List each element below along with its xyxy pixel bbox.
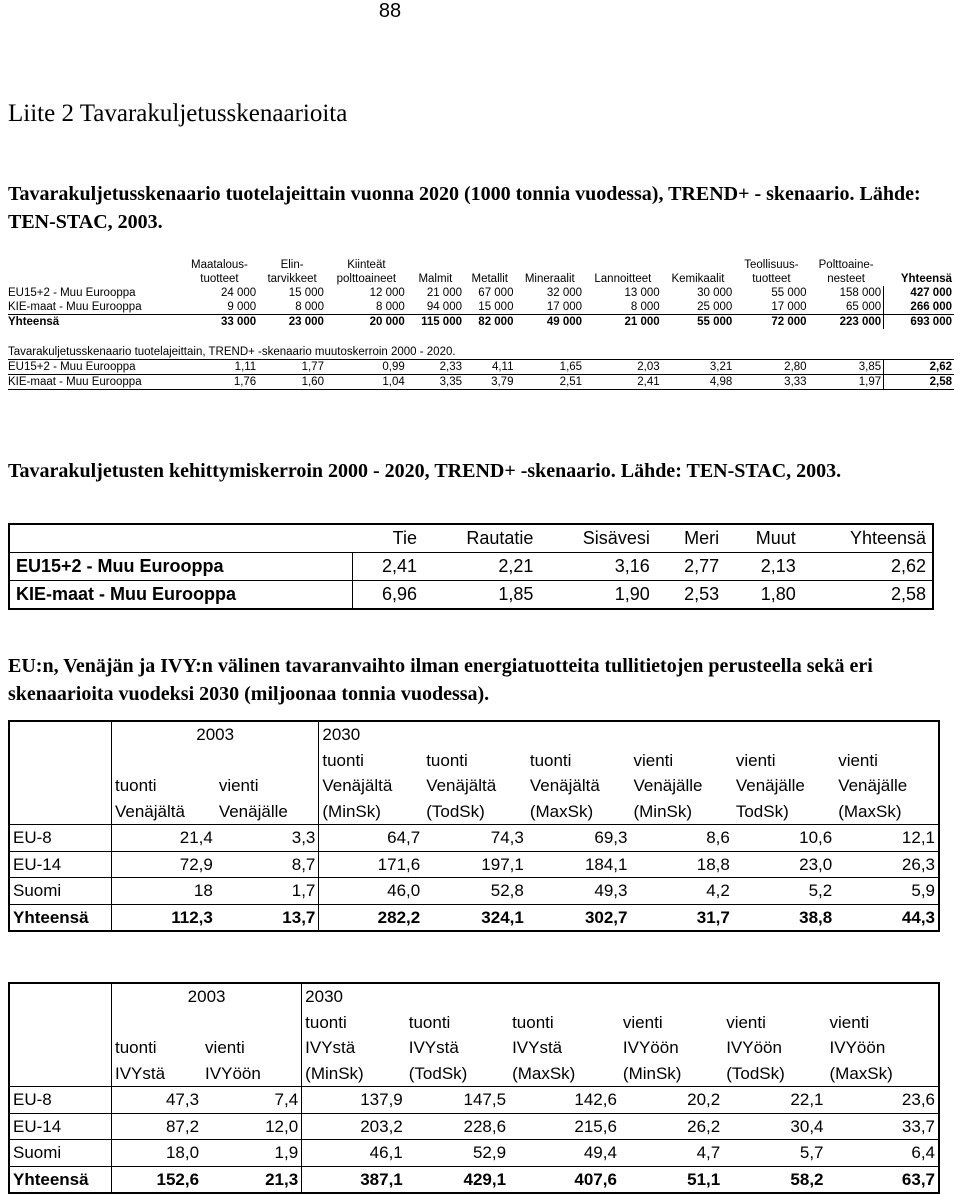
table-empty-cell (216, 748, 319, 774)
column-header (464, 258, 515, 272)
table-cell: 6,96 (381, 584, 417, 604)
column-header: Kemikaalit (671, 273, 725, 285)
table-corner-cell (9, 1061, 112, 1087)
row-label: EU15+2 - Muu Eurooppa (9, 553, 353, 581)
column-header: tuonti (529, 750, 572, 770)
table-row (9, 904, 939, 931)
table-cell: 24 000 (221, 287, 257, 299)
table-cell: 1,76 (181, 375, 259, 390)
table-cell: 282,2 (319, 904, 423, 931)
table-cell: 215,6 (509, 1113, 620, 1140)
table-row (9, 851, 939, 878)
table-cell: 23,6 (827, 1087, 939, 1114)
table-cell: 5,2 (733, 878, 835, 905)
table-row (9, 1140, 939, 1167)
table-cell: 44,3 (901, 907, 935, 927)
table-cell: 2,41 (584, 375, 662, 390)
table-cell: 47,3 (112, 1087, 203, 1114)
table-row (8, 300, 954, 315)
russia-trade-table (8, 720, 940, 932)
table-cell: 26,3 (835, 851, 939, 878)
table-cell: 8 000 (630, 301, 660, 313)
table-cell: 152,6 (156, 1169, 200, 1189)
table-header-row (9, 721, 939, 748)
table-cell: 8 000 (295, 301, 324, 313)
table-header-row (9, 773, 939, 799)
column-header: IVYstä (302, 1035, 406, 1061)
column-header: IVYöön (726, 1038, 782, 1057)
table-cell: 4,2 (630, 878, 732, 905)
table-cell: 3,21 (662, 360, 735, 375)
table-cell: 94 000 (426, 301, 462, 313)
table-cell: 46,0 (319, 878, 423, 905)
row-label: EU-14 (9, 851, 112, 878)
table-cell: 9 000 (227, 301, 257, 313)
table-cell: 12 000 (369, 287, 405, 299)
column-header: vienti (838, 750, 878, 770)
cis-trade-table (8, 982, 940, 1194)
table-cell: 18,8 (630, 851, 732, 878)
table-cell: 2,62 (884, 360, 954, 375)
table-cell: 7,4 (202, 1087, 302, 1114)
column-header: (MinSk) (319, 799, 423, 825)
table-cell: 17 000 (546, 301, 583, 313)
table-cell: 171,6 (319, 851, 423, 878)
table-cell: 4,11 (464, 360, 515, 375)
table-cell: 20 000 (326, 315, 407, 330)
table-cell: 22,1 (723, 1087, 826, 1114)
row-label: EU-8 (9, 1087, 112, 1114)
table-cell: 38,8 (799, 907, 833, 927)
table-cell: 49 000 (515, 315, 584, 330)
table-cell: 387,1 (302, 1166, 406, 1193)
column-header: vienti (633, 750, 674, 770)
table-cell: 1,9 (202, 1140, 302, 1167)
table-header-row (9, 748, 939, 774)
table-cell: 21,3 (265, 1169, 299, 1189)
table-cell: 15 000 (478, 301, 514, 313)
table-cell: 5,9 (835, 878, 939, 905)
table-cell: 1,04 (326, 375, 407, 390)
table-cell: 223 000 (809, 315, 884, 330)
column-header: vienti (218, 776, 259, 795)
development-factor-table (8, 523, 934, 610)
table-cell: 0,99 (326, 360, 407, 375)
table-cell: 8 000 (376, 301, 405, 313)
column-header: Meri (656, 524, 725, 553)
row-label: EU-8 (9, 825, 112, 852)
table-row (9, 1113, 939, 1140)
table-cell: 21,4 (112, 825, 216, 852)
table-cell: 21 000 (584, 315, 662, 330)
table-cell: 137,9 (302, 1087, 406, 1114)
column-header: Sisävesi (539, 524, 655, 553)
table-cell: 17 000 (771, 301, 807, 313)
column-header: Polttoaine- (818, 259, 874, 271)
table-corner-cell (9, 773, 112, 799)
table-cell: 266 000 (884, 300, 954, 315)
column-header: Mineraalit (524, 273, 575, 285)
table-cell: 142,6 (509, 1087, 620, 1114)
table-corner-cell (8, 258, 181, 272)
table-cell: 429,1 (463, 1169, 507, 1189)
table-cell: 30 000 (697, 287, 733, 299)
table-empty-cell (202, 1010, 302, 1036)
table-header-row (9, 983, 939, 1010)
scenario-table-by-product (8, 258, 954, 390)
column-header: Muut (725, 524, 802, 553)
table-row (8, 360, 954, 375)
table-header-row (9, 1035, 939, 1061)
table-cell: 3,16 (539, 553, 655, 581)
table-corner-cell (9, 799, 112, 825)
column-header: Venäjältä (319, 773, 423, 799)
column-header: (MinSk) (620, 1061, 723, 1087)
table-row (9, 825, 939, 852)
column-header: Malmit (418, 273, 453, 285)
column-header: IVYöön (622, 1038, 679, 1057)
column-header: Yhteensä (900, 273, 952, 285)
table-cell: 15 000 (288, 287, 324, 299)
column-header (884, 258, 954, 272)
table-cell: 26,2 (620, 1113, 723, 1140)
table-cell: 4,7 (620, 1140, 723, 1167)
table-cell: 33,7 (827, 1113, 939, 1140)
table-cell: 1,90 (614, 584, 650, 604)
table-cell: 82 000 (464, 315, 515, 330)
column-header: tuonti (319, 748, 423, 774)
row-label: KIE-maat - Muu Eurooppa (8, 375, 181, 390)
table-corner-cell (9, 748, 112, 774)
row-label: KIE-maat - Muu Eurooppa (8, 301, 142, 313)
table-header-row (8, 272, 954, 286)
table-row (8, 315, 954, 330)
column-header: Maatalous- (190, 259, 248, 271)
table-cell: 8,6 (630, 825, 732, 852)
section-heading-2: Tavarakuljetusten kehittymiskerroin 2000 - 2020, TREND+ -skenaario. Lähde: TEN-STAC, 2003. (8, 460, 842, 482)
table-cell: 324,1 (481, 907, 524, 927)
table-cell: 2,77 (656, 553, 725, 581)
table-cell: 67 000 (478, 287, 514, 299)
table-cell: 1,80 (760, 584, 796, 604)
table-cell: 58,2 (790, 1169, 824, 1189)
table-cell: 2,62 (802, 553, 933, 581)
table-corner-cell (9, 524, 353, 553)
column-header: Lannoitteet (594, 273, 652, 285)
year-header: 2030 (319, 721, 939, 748)
table-cell: 65 000 (845, 301, 882, 313)
table-cell: 2,03 (584, 360, 662, 375)
column-header: Venäjältä (112, 799, 216, 825)
table-cell: 69,3 (527, 825, 631, 852)
column-header: Teollisuus- (744, 259, 799, 271)
table-cell: 63,7 (901, 1169, 935, 1189)
table-cell: 2,41 (353, 553, 423, 581)
column-header (407, 258, 464, 272)
row-label: EU15+2 - Muu Eurooppa (8, 287, 136, 299)
column-header: Venäjälle (735, 776, 805, 795)
column-header (584, 258, 662, 272)
table-cell: 4,98 (662, 375, 735, 390)
row-label: Yhteensä (9, 1166, 112, 1193)
column-header: tarvikkeet (267, 273, 317, 285)
table-cell: 23 000 (258, 315, 326, 330)
table-cell: 1,60 (258, 375, 326, 390)
table-cell: 25 000 (697, 301, 733, 313)
table-cell: 20,2 (620, 1087, 723, 1114)
table-cell: 3,85 (809, 360, 884, 375)
table-header-row (9, 1010, 939, 1036)
table-header-row (9, 1061, 939, 1087)
table-cell: 52,8 (423, 878, 527, 905)
table-corner-cell (9, 1035, 112, 1061)
row-label: Yhteensä (9, 904, 112, 931)
table-cell: 13,7 (282, 907, 316, 927)
column-header: (MinSk) (630, 799, 732, 825)
table-cell: 55 000 (662, 315, 735, 330)
table-corner-cell (9, 1010, 112, 1036)
column-header: (MaxSk) (827, 1061, 939, 1087)
row-label: EU-14 (9, 1113, 112, 1140)
table-corner-cell (9, 983, 112, 1010)
column-header: polttoaineet (336, 273, 397, 285)
table-row (9, 553, 933, 581)
column-header: (MinSk) (302, 1061, 406, 1087)
table-row (9, 1166, 939, 1193)
table-cell: 30,4 (723, 1113, 826, 1140)
column-header: (MaxSk) (509, 1061, 620, 1087)
table-header-row (9, 799, 939, 825)
column-header: tuonti (408, 1012, 451, 1032)
table-cell: 3,79 (464, 375, 515, 390)
year-header: 2003 (196, 725, 235, 744)
column-header: Rautatie (423, 524, 539, 553)
table-cell: 23,0 (733, 851, 835, 878)
row-label: Suomi (9, 878, 112, 905)
table-cell: 427 000 (884, 286, 954, 300)
table-cell: 49,4 (509, 1140, 620, 1167)
table-cell: 1,85 (498, 584, 534, 604)
column-header: vienti (726, 1012, 766, 1032)
table-cell: 52,9 (406, 1140, 509, 1167)
section-heading-3: EU:n, Venäjän ja IVY:n välinen tavaranvaihto ilman energiatuotteita tullitietojen perusteella sekä eri skenaarioita vuodeksi 2030 (miljoonaa tonnia vuodessa). (8, 655, 873, 705)
year-header: 2030 (302, 983, 939, 1010)
column-header: Venäjälle (633, 776, 703, 795)
table-cell: 3,3 (216, 825, 319, 852)
column-header: Tie (353, 524, 423, 553)
column-header: tuonti (426, 750, 468, 770)
page-title: Liite 2 Tavarakuljetusskenaarioita (8, 100, 348, 127)
column-header: IVYstä (512, 1038, 563, 1057)
column-header: nesteet (827, 273, 865, 285)
table-note: Tavarakuljetusskenaario tuotelajeittain, TREND+ -skenaario muutoskerroin 2000 - 2020. (8, 346, 456, 358)
table-cell: 18 (112, 878, 216, 905)
table-cell: 5,7 (723, 1140, 826, 1167)
column-header: TodSk) (733, 799, 835, 825)
column-header: Venäjältä (426, 776, 497, 795)
table-row (9, 581, 933, 610)
column-header (515, 258, 584, 272)
table-empty-cell (112, 748, 216, 774)
table-empty-cell (112, 1010, 203, 1036)
table-cell: 55 000 (771, 287, 807, 299)
table-cell: 6,4 (827, 1140, 939, 1167)
year-header: 2003 (187, 987, 226, 1006)
table-cell: 33 000 (181, 315, 259, 330)
table-note-row (8, 329, 954, 360)
table-cell: 1,77 (258, 360, 326, 375)
column-header: tuotteet (752, 273, 791, 285)
table-cell: 18,0 (112, 1140, 203, 1167)
table-cell: 74,3 (423, 825, 527, 852)
column-header: IVYöön (829, 1038, 886, 1057)
column-header: tuonti (115, 776, 157, 795)
table-cell: 13 000 (624, 287, 660, 299)
page-number: 88 (378, 0, 402, 22)
table-cell: 302,7 (584, 907, 628, 927)
table-cell: 3,35 (407, 375, 464, 390)
table-cell: 147,5 (406, 1087, 509, 1114)
column-header: Venäjälle (838, 776, 908, 795)
table-cell: 21 000 (426, 287, 462, 299)
table-cell: 49,3 (527, 878, 631, 905)
table-cell: 31,7 (696, 907, 730, 927)
column-header: (TodSk) (406, 1061, 509, 1087)
row-label: EU15+2 - Muu Eurooppa (8, 360, 181, 375)
column-header: (TodSk) (423, 799, 527, 825)
column-header: IVYöön (202, 1061, 302, 1087)
column-header: vienti (829, 1012, 870, 1032)
table-cell: 693 000 (884, 315, 954, 330)
table-cell: 10,6 (733, 825, 835, 852)
column-header: IVYstä (112, 1061, 203, 1087)
column-header: Venäjälle (216, 799, 319, 825)
column-header: Kiinteät (347, 259, 386, 271)
table-cell: 228,6 (406, 1113, 509, 1140)
column-header (662, 258, 735, 272)
column-header: Metallit (471, 273, 508, 285)
column-header: vienti (622, 1012, 663, 1032)
section-heading-1: Tavarakuljetusskenaario tuotelajeittain vuonna 2020 (1000 tonnia vuodessa), TREND+ - skenaario. Lähde: TEN-STAC, 2003. (8, 183, 921, 233)
table-cell: 112,3 (171, 907, 213, 927)
table-corner-cell (9, 721, 112, 748)
table-header-row (8, 258, 954, 272)
table-row (9, 1087, 939, 1114)
table-cell: 184,1 (527, 851, 631, 878)
table-cell: 8,7 (216, 851, 319, 878)
table-cell: 1,97 (809, 375, 884, 390)
table-cell: 72 000 (734, 315, 808, 330)
column-header: (MaxSk) (835, 799, 939, 825)
column-header: tuotteet (200, 273, 239, 285)
table-row (8, 286, 954, 300)
table-cell: 407,6 (574, 1169, 617, 1189)
table-corner-cell (8, 272, 181, 286)
table-cell: 2,53 (684, 584, 720, 604)
table-cell: 2,13 (725, 553, 802, 581)
table-cell: 72,9 (112, 851, 216, 878)
column-header: (TodSk) (723, 1061, 826, 1087)
table-cell: 2,33 (407, 360, 464, 375)
table-cell: 158 000 (839, 287, 882, 299)
column-header: vienti (205, 1038, 245, 1057)
table-cell: 46,1 (302, 1140, 406, 1167)
table-cell: 203,2 (302, 1113, 406, 1140)
table-row (9, 878, 939, 905)
table-cell: 197,1 (423, 851, 527, 878)
table-cell: 32 000 (546, 287, 583, 299)
table-cell: 1,11 (181, 360, 259, 375)
column-header: tuonti (115, 1038, 157, 1057)
column-header: vienti (735, 750, 776, 770)
column-header: Venäjältä (529, 776, 600, 795)
table-cell: 2,58 (884, 375, 954, 390)
column-header: Elin- (280, 259, 304, 271)
table-cell: 1,7 (216, 878, 319, 905)
table-cell: 51,1 (687, 1169, 721, 1189)
row-label: Yhteensä (8, 315, 181, 330)
column-header: (MaxSk) (527, 799, 631, 825)
table-header-row (9, 524, 933, 553)
table-cell: 2,58 (890, 584, 926, 604)
table-cell: 2,21 (423, 553, 539, 581)
row-label: KIE-maat - Muu Eurooppa (9, 581, 353, 610)
table-cell: 12,1 (835, 825, 939, 852)
table-cell: 2,80 (734, 360, 808, 375)
table-row (8, 375, 954, 390)
column-header: Yhteensä (802, 524, 933, 553)
table-cell: 87,2 (112, 1113, 203, 1140)
table-cell: 3,33 (734, 375, 808, 390)
table-cell: 64,7 (319, 825, 423, 852)
table-cell: 2,51 (515, 375, 584, 390)
row-label: Suomi (9, 1140, 112, 1167)
column-header: tuonti (302, 1010, 406, 1036)
column-header: IVYstä (408, 1038, 459, 1057)
table-cell: 115 000 (407, 315, 464, 330)
table-cell: 12,0 (202, 1113, 302, 1140)
column-header: tuonti (512, 1012, 554, 1032)
table-cell: 1,65 (515, 360, 584, 375)
